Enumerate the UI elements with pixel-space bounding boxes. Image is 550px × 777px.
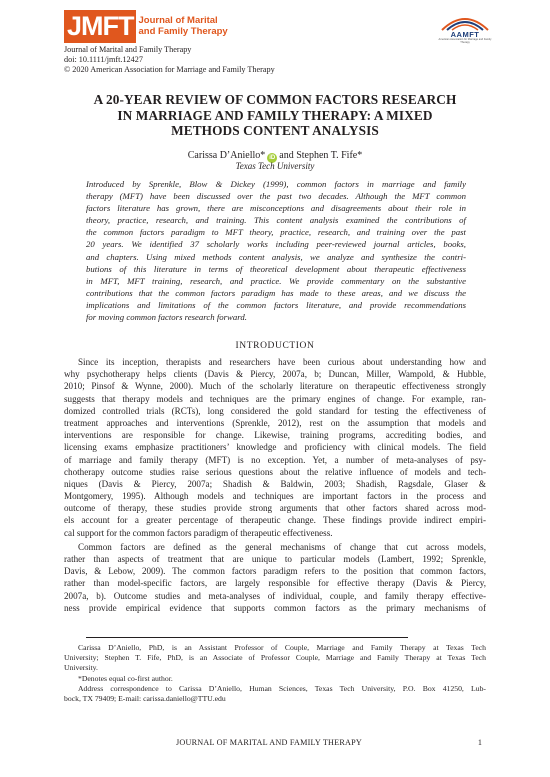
body-line: domized controlled trials (RCTs), long considered the gold standard for testing the effectiveness of (64, 405, 486, 416)
body-line: 2007a, b). Outcome studies and meta-analyses of individual, couple, and family therapy effective- (64, 590, 486, 601)
body-line: Since its inception, therapists and researchers have been curious about understanding how and (78, 357, 486, 367)
aamft-logo (436, 12, 494, 44)
orcid-icon[interactable]: iD (269, 155, 276, 161)
logo-line-2: and Family Therapy (138, 25, 228, 37)
journal-meta (64, 45, 275, 75)
abstract-line: in MFT, MFT training, research, and practice. We provide commentary on the substantive (86, 275, 466, 286)
footnote-line: University. (64, 663, 98, 673)
abstract-line: the common factors paradigm to MFT theory, practice, research, and training over the past (86, 227, 466, 238)
abstract-line: butions of this literature in terms of theoretical development about therapeutic effectiveness (86, 263, 466, 274)
footnote-equal: *Denotes equal co-first author. (78, 673, 173, 683)
doi: doi: 10.1111/jmft.12427 (64, 55, 143, 64)
body-line: Montgomery, 1995). Although models and techniques are important factors in the process and (64, 491, 486, 502)
body-line: niques (Davis & Piercy, 2007a; Shadish & Baldwin, 2003; Shadish, Ragsdale, Glaser & (64, 478, 486, 489)
section-heading-introduction: INTRODUCTION (235, 341, 315, 351)
body-line: 2010; Pinsof & Wynne, 2000). Much of the scholarly literature on therapeutic effectiveness strongly (64, 381, 486, 392)
copyright: © 2020 American Association for Marriage and Family Therapy (64, 65, 275, 74)
abstract (86, 178, 466, 323)
abstract-line: for moving common factors research forward. (86, 312, 247, 323)
affiliation: Texas Tech University (235, 161, 315, 171)
footnote-line: University; Stephen T. Fife, PhD, is an Associate of Professor Couple, Marriage and Family Therapy at Texas Tech (64, 653, 486, 663)
body-line: cal support for the common factors paradigm of therapeutic effectiveness. (64, 527, 333, 538)
footnotes (64, 643, 486, 704)
jmft-logo-text (136, 10, 228, 43)
body-line: why psychotherapy helps clients (Davis & Piercy, 2007a, b; Duncan, Miller, Wampold, & Hubble, (64, 369, 486, 380)
jmft-logo (64, 10, 228, 43)
body-text (64, 356, 486, 614)
abstract-line: theory, practice, research, and training. This content analysis examined the contributions of (86, 215, 466, 226)
aamft-arc-icon (436, 12, 494, 32)
jmft-logo-mark: JMFT (64, 10, 136, 43)
body-line: licensing exams emphasize practitioners’ knowledge and proficiency with clinical models. The field (64, 442, 486, 453)
body-line: rather than aspects of treatment that are unique to particular models (Lambert, 1992; Sprenkle, (64, 554, 486, 564)
article-title (60, 92, 490, 139)
aamft-label: AAMFT (450, 30, 480, 39)
title-line: METHODS CONTENT ANALYSIS (171, 123, 379, 138)
abstract-line: Introduced by Sprenkle, Blow & Dickey (1999), common factors in marriage and family (86, 179, 466, 189)
abstract-line: and chapters. Using mixed methods content analysis, we analyze and synthesize the contri- (86, 251, 466, 262)
body-line: Davis, & Lebow, 2009). The common factors paradigm refers to the position that common factors, (64, 566, 486, 577)
title-line: A 20-YEAR REVIEW OF COMMON FACTORS RESEARCH (93, 92, 457, 107)
body-line: of marriage and family therapy (MFT) is no exception. Yet, a number of meta-analyses of psy- (64, 454, 486, 465)
abstract-line: 20 years. We identified 37 scholarly works including peer-reviewed journal articles, books, (86, 239, 466, 250)
page-number: 1 (477, 738, 482, 747)
body-line: suggests that therapy models and techniques are the primary engines of change. For example, ran- (64, 393, 486, 404)
aamft-subtitle: American Association for Marriage and Family Therapy (438, 38, 492, 44)
body-line: treatment approaches and interventions (Sprenkle, 2012), rest on the assumption that models and (64, 417, 486, 428)
body-line: els account for a greater percentage of therapeutic change. These findings provide indirect empiri- (64, 515, 486, 526)
abstract-line: factors literature has grown, there are misconceptions and disagreements about their role in (86, 203, 466, 214)
author-2: and Stephen T. Fife* (279, 150, 363, 161)
body-line: Common factors are defined as the general mechanisms of change that cut across models, (78, 541, 486, 552)
body-line: interventions are responsible for change. Likewise, training programs, accrediting bodies, and (64, 430, 486, 441)
body-line: rather than model-specific factors, are largely responsible for effective therapy (Davis & Piercy, (64, 578, 486, 589)
logo-line-1: Journal of Marital (138, 15, 218, 26)
footnote-divider (86, 637, 408, 638)
abstract-line: implications and limitations of the common factors literature, and provide recommendations (86, 299, 466, 310)
footnote-address: Address correspondence to Carissa D’Aniello, Human Sciences, Texas Tech University, P.O. Box 41250, Lub- (78, 683, 486, 693)
body-line: outcome of therapy, these studies provide strong arguments that other factors shared across mod- (64, 503, 486, 514)
body-line: chotherapy outcome studies raise serious questions about the relative influence of models and tech- (64, 466, 486, 477)
journal-name: Journal of Marital and Family Therapy (64, 45, 192, 54)
running-journal: JOURNAL OF MARITAL AND FAMILY THERAPY (176, 738, 362, 747)
abstract-line: contributions that the common factors paradigm has made to these areas, and we discuss the (86, 287, 466, 298)
footnote-line: Carissa D’Aniello, PhD, is an Assistant Professor of Couple, Marriage and Family Therapy at Texas Tech (78, 643, 486, 652)
abstract-line: therapy (MFT) have been discussed over the past two decades. Although the MFT common (86, 191, 466, 202)
title-line: IN MARRIAGE AND FAMILY THERAPY: A MIXED (117, 107, 433, 123)
footnote-address: bock, TX 79409; E-mail: carissa.daniello@TTU.edu (64, 693, 226, 703)
body-line: ness provide empirical evidence that supports common factors as the primary mechanisms of (64, 602, 486, 613)
author-1: Carissa D’Aniello* (187, 150, 266, 161)
